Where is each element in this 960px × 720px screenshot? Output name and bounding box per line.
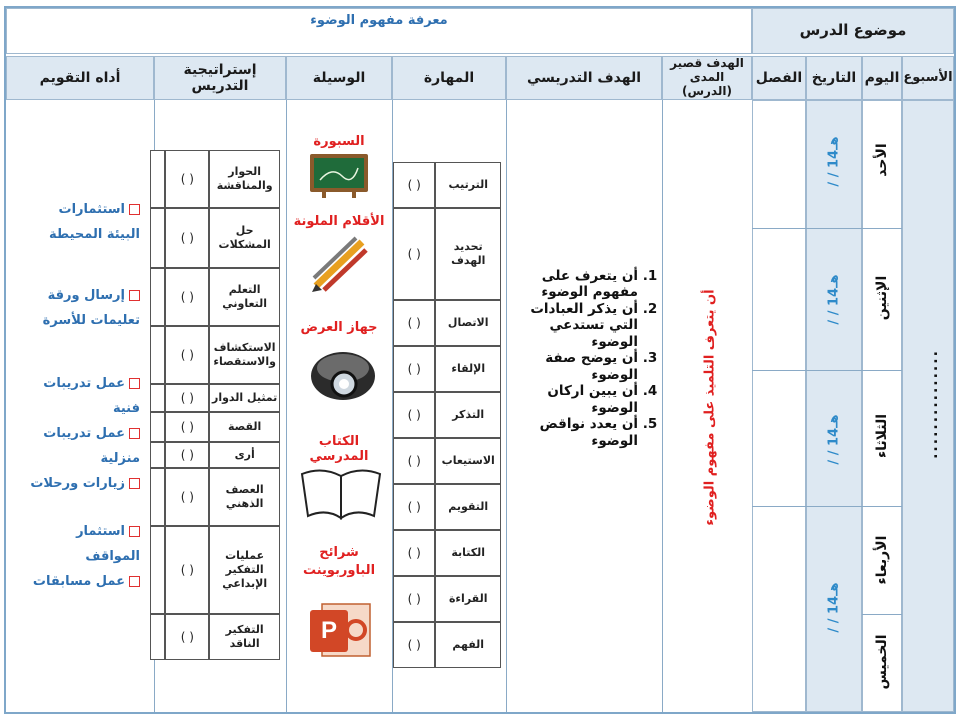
strategy-label: عمليات التفكير الإبداعي: [209, 526, 280, 614]
strategy-side: [150, 208, 165, 268]
checkbox-icon[interactable]: [129, 478, 140, 489]
tool-label-pens: الأقلام الملونة: [293, 214, 385, 229]
strategy-mark[interactable]: ( ): [165, 150, 209, 208]
checkbox-icon[interactable]: [129, 204, 140, 215]
tool-label-projector: جهاز العرض: [300, 320, 378, 335]
strategy-mark[interactable]: ( ): [165, 442, 209, 468]
skill-label: الإلقاء: [435, 346, 501, 392]
class-column: [752, 100, 806, 712]
strategy-label: العصف الذهني: [209, 468, 280, 526]
skill-label: الترتيب: [435, 162, 501, 208]
row-divider: [862, 614, 902, 615]
strategy-side: [150, 468, 165, 526]
skill-mark[interactable]: ( ): [393, 438, 435, 484]
day-monday: الإثنين: [874, 275, 890, 321]
day-thursday: الخميس: [874, 634, 890, 690]
strategy-label: التعلم التعاوني: [209, 268, 280, 326]
strategy-mark[interactable]: ( ): [165, 526, 209, 614]
strategies-table: [150, 150, 280, 660]
teaching-goal-item: 2. أن يذكر العبادات التي تستدعي الوضوء: [512, 301, 638, 350]
strategy-mark[interactable]: ( ): [165, 412, 209, 442]
header-day: اليوم: [862, 56, 902, 100]
tool-label-powerpoint: شرائح الباوربوينت: [302, 545, 376, 578]
strategy-label: تمثيل الدوار: [209, 384, 280, 412]
teaching-goal-item: 4. أن يبين اركان الوضوء: [512, 383, 638, 416]
strategy-side: [150, 442, 165, 468]
column-divider: [506, 100, 507, 712]
header-class: الفصل: [752, 56, 806, 100]
teaching-goal-item: 5. أن يعدد نواقض الوضوء: [512, 416, 638, 449]
strategy-side: [150, 326, 165, 384]
teaching-goals-list: [512, 268, 660, 449]
strategy-mark[interactable]: ( ): [165, 468, 209, 526]
header-strategy: إستراتيجية التدريس: [154, 56, 286, 100]
tool-label-book: الكتاب المدرسي: [309, 434, 369, 464]
header-date: التاريخ: [806, 56, 862, 100]
short-goal-text: أن يتعرف التلميذ على مفهوم الوضوء: [702, 289, 718, 526]
teaching-goal-item: 1. أن يتعرف على مفهوم الوضوء: [512, 268, 638, 301]
date-wednesday: / / 14هـ: [826, 582, 842, 633]
teaching-goal-item: 3. أن يوضح صفة الوضوء: [512, 350, 638, 383]
day-wednesday: الأربعاء: [874, 535, 890, 585]
week-value: ...............: [925, 349, 941, 459]
powerpoint-icon: [306, 598, 374, 660]
skill-label: الفهم: [435, 622, 501, 668]
strategy-side: [150, 526, 165, 614]
strategy-mark[interactable]: ( ): [165, 268, 209, 326]
strategy-mark[interactable]: ( ): [165, 384, 209, 412]
date-tuesday: / / 14هـ: [826, 414, 842, 465]
strategy-label: أرى: [209, 442, 280, 468]
skill-label: القراءة: [435, 576, 501, 622]
skill-label: تحديد الهدف: [435, 208, 501, 300]
colored-pencils-icon: [306, 234, 372, 294]
evaluation-item: استثمارات البيئة المحيطة: [49, 202, 140, 242]
strategy-label: حل المشكلات: [209, 208, 280, 268]
lesson-topic-value: معرفة مفهوم الوضوء: [6, 8, 752, 54]
evaluation-item: عمل تدريبات فنية: [43, 376, 140, 416]
skill-mark[interactable]: ( ): [393, 530, 435, 576]
tool-label-board: السبورة: [313, 134, 365, 149]
evaluation-item: عمل تدريبات منزلية: [43, 426, 140, 466]
skill-mark[interactable]: ( ): [393, 622, 435, 668]
skill-mark[interactable]: ( ): [393, 162, 435, 208]
strategy-label: الحوار والمناقشة: [209, 150, 280, 208]
skill-mark[interactable]: ( ): [393, 484, 435, 530]
skill-mark[interactable]: ( ): [393, 346, 435, 392]
strategy-side: [150, 614, 165, 660]
skill-label: الكتابة: [435, 530, 501, 576]
strategy-label: الاستكشاف والاستقصاء: [209, 326, 280, 384]
strategy-label: التفكير الناقد: [209, 614, 280, 660]
checkbox-icon[interactable]: [129, 290, 140, 301]
header-tool: الوسيلة: [286, 56, 392, 100]
skill-label: الاستيعاب: [435, 438, 501, 484]
strategy-side: [150, 268, 165, 326]
column-divider: [286, 100, 287, 712]
row-divider: [752, 228, 902, 229]
evaluation-item: استثمار المواقف: [76, 524, 140, 564]
checkbox-icon[interactable]: [129, 428, 140, 439]
projector-icon: [308, 338, 378, 404]
checkbox-icon[interactable]: [129, 378, 140, 389]
day-sunday: الأحد: [874, 143, 890, 177]
header-skill: المهارة: [392, 56, 506, 100]
skill-mark[interactable]: ( ): [393, 576, 435, 622]
strategy-mark[interactable]: ( ): [165, 326, 209, 384]
header-short-goal: الهدف قصير المدى (الدرس): [662, 56, 752, 100]
skill-mark[interactable]: ( ): [393, 300, 435, 346]
lesson-topic-label: موضوع الدرس: [752, 8, 954, 54]
strategy-side: [150, 412, 165, 442]
strategy-side: [150, 150, 165, 208]
skill-label: التقويم: [435, 484, 501, 530]
skill-label: الاتصال: [435, 300, 501, 346]
strategy-mark[interactable]: ( ): [165, 208, 209, 268]
evaluation-item: زيارات ورحلات: [22, 472, 140, 497]
strategy-label: القصة: [209, 412, 280, 442]
chalkboard-icon: [308, 152, 370, 198]
strategy-side: [150, 384, 165, 412]
header-evaluation: أداه التقويم: [6, 56, 154, 100]
date-sunday: / / 14هـ: [826, 136, 842, 187]
date-monday: / / 14هـ: [826, 274, 842, 325]
evaluation-item: إرسال ورقة تعليمات للأسرة: [42, 288, 140, 328]
header-teaching-goal: الهدف التدريسي: [506, 56, 662, 100]
header-week: الأسبوع: [902, 56, 954, 100]
skills-table: [393, 162, 501, 668]
book-icon: [298, 460, 384, 524]
skill-mark[interactable]: ( ): [393, 392, 435, 438]
evaluation-item: عمل مسابقات: [22, 570, 140, 595]
skill-label: التذكر: [435, 392, 501, 438]
checkbox-icon[interactable]: [129, 526, 140, 537]
strategy-mark[interactable]: ( ): [165, 614, 209, 660]
skill-mark[interactable]: ( ): [393, 208, 435, 300]
row-divider: [752, 370, 902, 371]
day-tuesday: الثلاثاء: [874, 413, 890, 459]
row-divider: [752, 506, 902, 507]
svg-text:P: P: [320, 617, 338, 644]
checkbox-icon[interactable]: [129, 576, 140, 587]
column-divider: [662, 100, 663, 712]
